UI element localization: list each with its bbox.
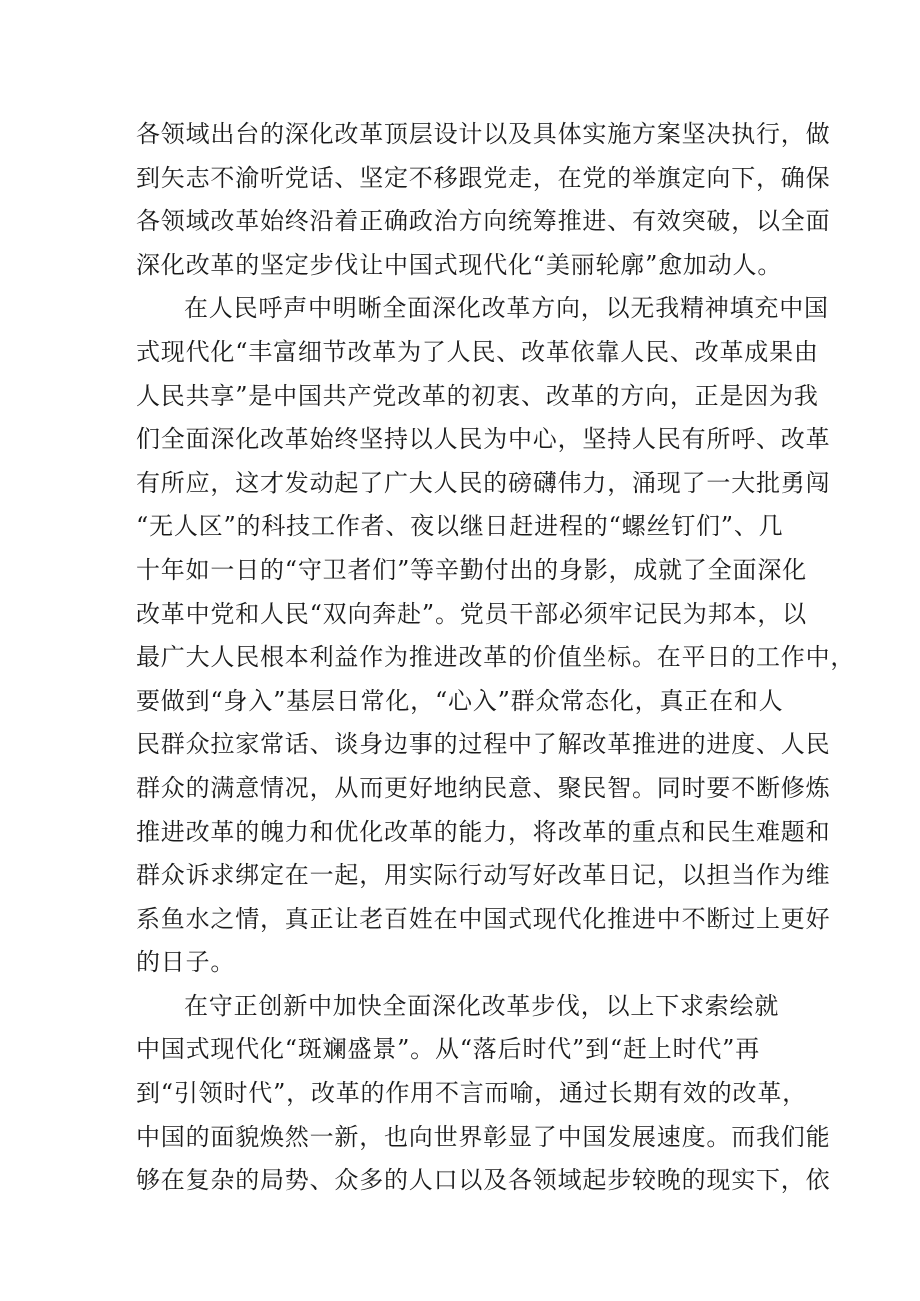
text-line: 各领域出台的深化改革顶层设计以及具体实施方案坚决执行，做 — [136, 120, 831, 148]
text-line: 的日子。 — [136, 948, 236, 977]
paragraph-start-line: 在守正创新中加快全面深化改革步伐，以上下求索绘就 — [184, 991, 780, 1020]
text-line: 式现代化“丰富细节改革为了人民、改革依靠人民、改革成果由 — [136, 337, 819, 366]
document-body — [136, 113, 856, 1203]
text-line: 最广大人民根本利益作为推进改革的价值坐标。在平日的工作中， — [136, 643, 856, 672]
text-line: 中国式现代化“斑斓盛景”。从“落后时代”到“赶上时代”再 — [136, 1035, 761, 1064]
paragraph-start-line: 在人民呼声中明晰全面深化改革方向，以无我精神填充中国 — [184, 294, 829, 323]
text-line: 够在复杂的局势、众多的人口以及各领域起步较晚的现实下，依 — [136, 1166, 831, 1195]
text-line: 改革中党和人民“双向奔赴”。党员干部必须牢记民为邦本，以 — [136, 599, 807, 628]
text-line: 系鱼水之情，真正让老百姓在中国式现代化推进中不断过上更好 — [136, 904, 831, 933]
text-line: 到“引领时代”，改革的作用不言而喻，通过长期有效的改革， — [136, 1079, 807, 1108]
text-line: 民群众拉家常话、谈身边事的过程中了解改革推进的进度、人民 — [136, 730, 831, 759]
text-line: 推进改革的魄力和优化改革的能力，将改革的重点和民生难题和 — [136, 817, 831, 846]
text-line: 各领域改革始终沿着正确政治方向统筹推进、有效突破，以全面 — [136, 207, 831, 236]
text-line: 到矢志不渝听党话、坚定不移跟党走，在党的举旗定向下，确保 — [136, 163, 831, 192]
text-line: 人民共享”是中国共产党改革的初衷、改革的方向，正是因为我 — [136, 381, 819, 410]
text-line: 群众诉求绑定在一起，用实际行动写好改革日记，以担当作为维 — [136, 861, 831, 890]
text-line: 深化改革的坚定步伐让中国式现代化“美丽轮廓”愈加动人。 — [136, 250, 783, 279]
text-line: “无人区”的科技工作者、夜以继日赶进程的“螺丝钉们”、几 — [136, 512, 784, 541]
text-line: 们全面深化改革始终坚持以人民为中心，坚持人民有所呼、改革 — [136, 425, 831, 454]
text-line: 群众的满意情况，从而更好地纳民意、聚民智。同时要不断修炼 — [136, 773, 831, 802]
text-line: 要做到“身入”基层日常化，“心入”群众常态化，真正在和人 — [136, 686, 784, 715]
text-line: 中国的面貌焕然一新，也向世界彰显了中国发展速度。而我们能 — [136, 1122, 831, 1151]
text-line: 十年如一日的“守卫者们”等辛勤付出的身影，成就了全面深化 — [136, 555, 807, 584]
text-line: 有所应，这才发动起了广大人民的磅礴伟力，涌现了一大批勇闯 — [136, 468, 831, 497]
